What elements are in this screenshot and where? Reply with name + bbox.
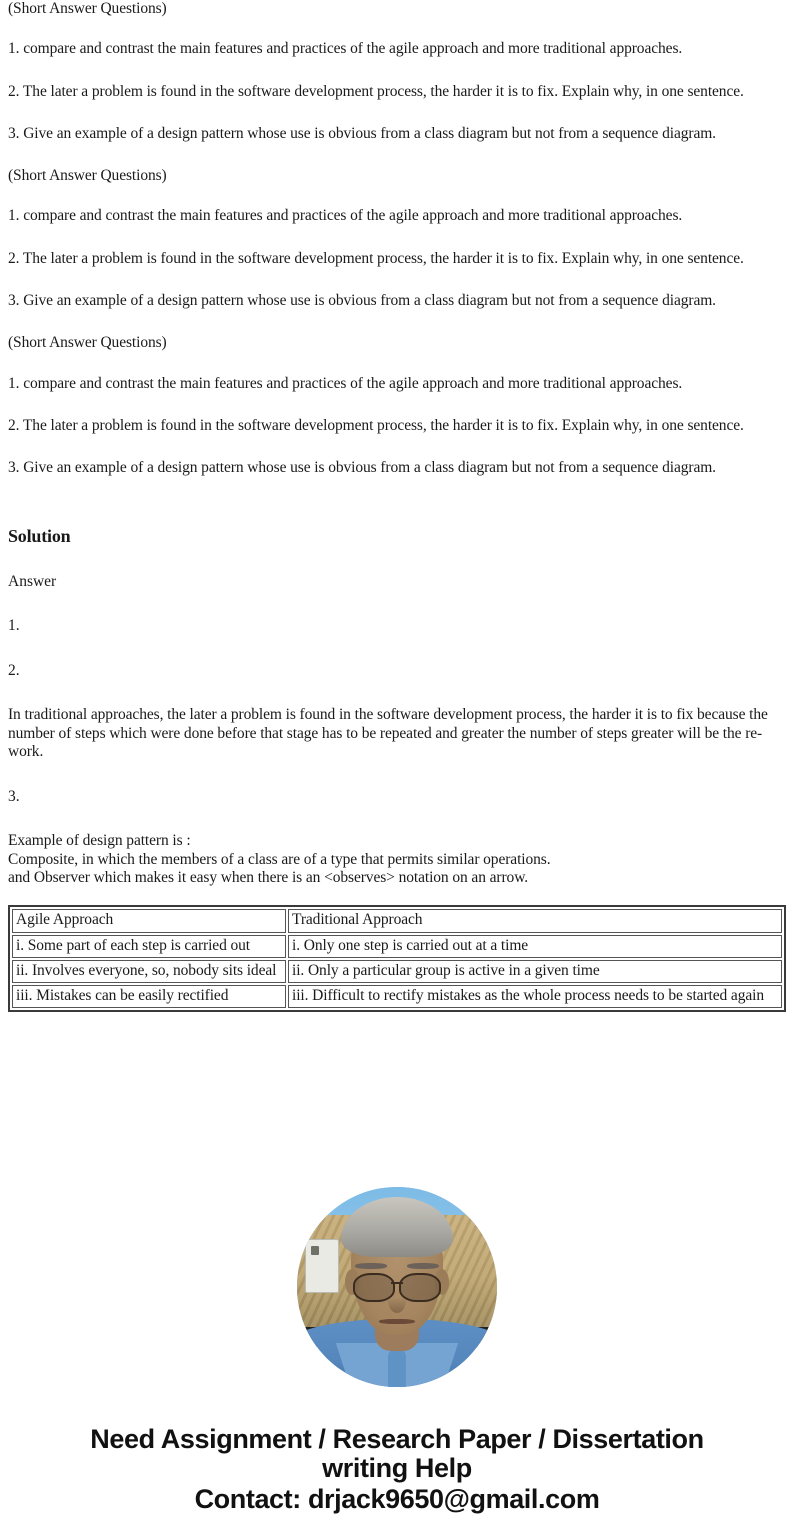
- example-line-1: Composite, in which the members of a class are of a type that permits similar operations.: [8, 850, 551, 868]
- avatar-background-wall-switch: [305, 1239, 339, 1293]
- answer-item-1-marker: 1.: [8, 617, 20, 635]
- footer-line-1: Need Assignment / Research Paper / Dissertation: [90, 1423, 704, 1454]
- question-block-3-heading: (Short Answer Questions): [8, 334, 167, 352]
- question-block-3-item-2: 2. The later a problem is found in the software development process, the harder it is to fix. Explain why, in one sentence.: [8, 416, 744, 434]
- table-cell-traditional-3: iii. Difficult to rectify mistakes as the whole process needs to be started again: [288, 985, 782, 1008]
- question-block-2-heading: (Short Answer Questions): [8, 167, 167, 185]
- design-pattern-example: [8, 832, 786, 887]
- answer-item-3-marker: 3.: [8, 787, 20, 805]
- table-cell-agile-1: i. Some part of each step is carried out: [12, 935, 286, 958]
- footer-contact-line: Contact: drjack9650@gmail.com: [194, 1484, 600, 1515]
- comparison-table-wrapper: [0, 905, 794, 1012]
- footer-line-2: writing Help: [322, 1453, 472, 1484]
- answer-item-2-body: In traditional approaches, the later a problem is found in the software development process, the harder it is to fix because the number of steps which were done before that stage has to be repeated and greater the number of steps greater will be the re-work.: [8, 706, 768, 761]
- answer-item-2-marker: 2.: [8, 661, 20, 679]
- table-row: [12, 985, 782, 1008]
- question-block-1-heading: (Short Answer Questions): [8, 0, 167, 17]
- avatar-tie: [388, 1351, 406, 1387]
- avatar-nose: [388, 1287, 406, 1313]
- table-header-cell-agile: Agile Approach: [12, 909, 286, 932]
- answer-label: Answer: [8, 573, 57, 591]
- table-header-cell-traditional: Traditional Approach: [288, 909, 782, 932]
- example-line-2: and Observer which makes it easy when there is an <observes> notation on an arrow.: [8, 868, 529, 886]
- question-block-2-item-1: 1. compare and contrast the main features and practices of the agile approach and more traditional approaches.: [8, 207, 683, 225]
- table-row: [12, 935, 782, 958]
- question-block-1-item-1: 1. compare and contrast the main features and practices of the agile approach and more traditional approaches.: [8, 40, 683, 58]
- table-row: [12, 960, 782, 983]
- table-header-row: [12, 909, 782, 932]
- avatar-zone: [0, 1187, 794, 1387]
- table-cell-traditional-2: ii. Only a particular group is active in a given time: [288, 960, 782, 983]
- solution-heading: Solution: [8, 526, 71, 547]
- question-block-2-item-3: 3. Give an example of a design pattern whose use is obvious from a class diagram but not from a sequence diagram.: [8, 291, 716, 309]
- question-block-3: [0, 334, 794, 477]
- question-block-1-item-2: 2. The later a problem is found in the software development process, the harder it is to fix. Explain why, in one sentence.: [8, 82, 744, 100]
- avatar-eyebrow-left: [355, 1263, 387, 1269]
- example-intro: Example of design pattern is :: [8, 832, 191, 850]
- avatar-glasses-bridge: [391, 1282, 403, 1284]
- question-block-3-item-1: 1. compare and contrast the main features and practices of the agile approach and more traditional approaches.: [8, 374, 683, 392]
- agile-vs-traditional-table: [8, 905, 786, 1012]
- question-block-1-item-3: 3. Give an example of a design pattern whose use is obvious from a class diagram but not from a sequence diagram.: [8, 124, 716, 142]
- avatar-eyebrow-right: [407, 1263, 439, 1269]
- table-cell-agile-2: ii. Involves everyone, so, nobody sits ideal: [12, 960, 286, 983]
- table-cell-traditional-1: i. Only one step is carried out at a time: [288, 935, 782, 958]
- footer-promo: [0, 1425, 794, 1514]
- table-cell-agile-3: iii. Mistakes can be easily rectified: [12, 985, 286, 1008]
- solution-section: [0, 527, 794, 887]
- avatar: [297, 1187, 497, 1387]
- question-block-2: [0, 167, 794, 310]
- question-block-1: [0, 0, 794, 143]
- avatar-mouth: [379, 1319, 415, 1324]
- question-block-3-item-3: 3. Give an example of a design pattern whose use is obvious from a class diagram but not from a sequence diagram.: [8, 459, 716, 477]
- question-block-2-item-2: 2. The later a problem is found in the software development process, the harder it is to fix. Explain why, in one sentence.: [8, 249, 744, 267]
